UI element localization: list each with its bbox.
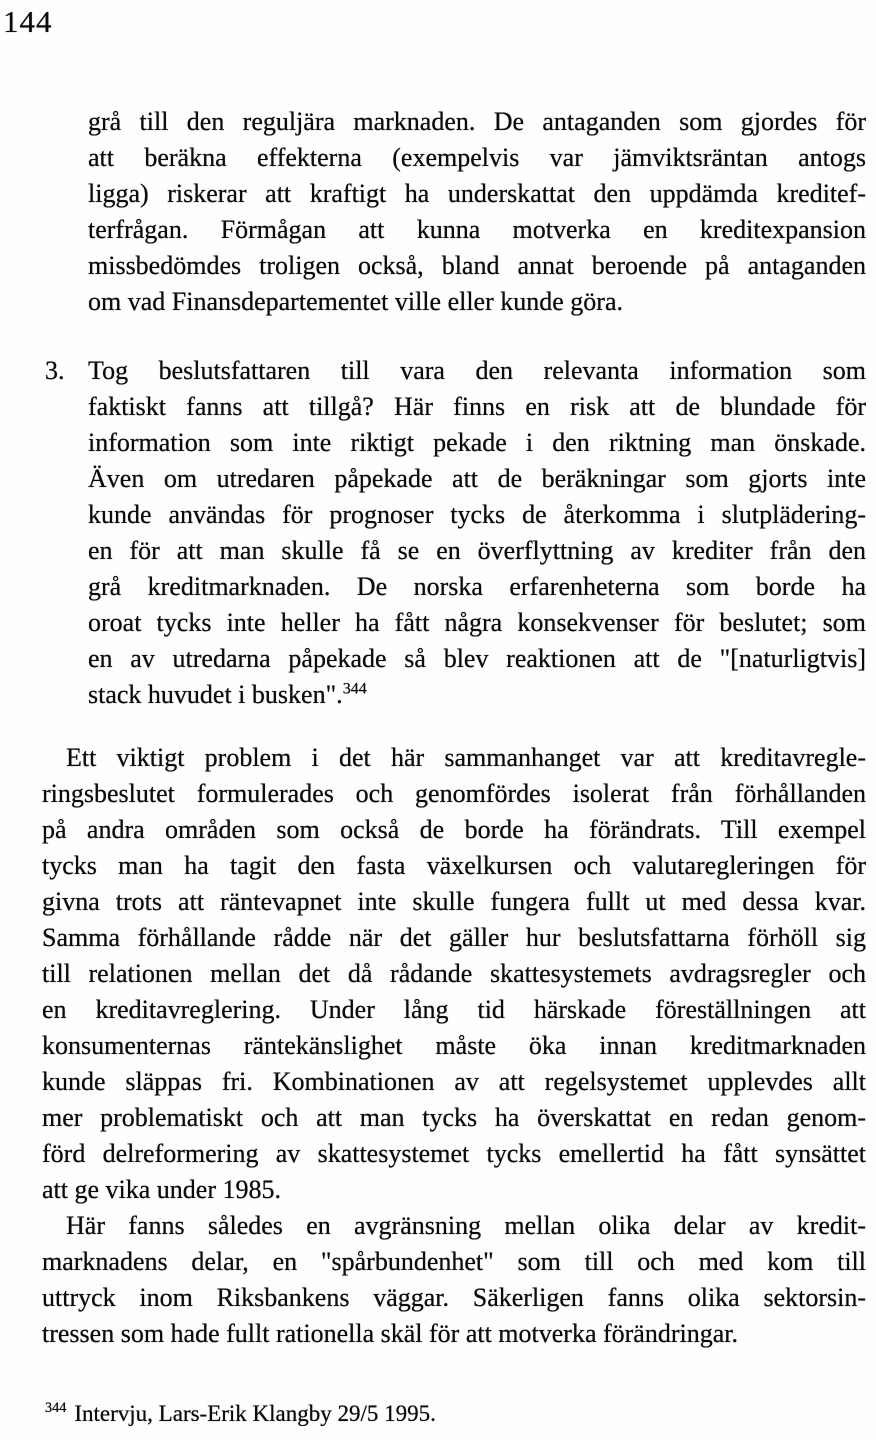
text-line: mer problematiskt och att man tycks ha överskattat en redan genom- xyxy=(42,1103,866,1132)
text-line: en kreditavreglering. Under lång tid härskade föreställningen att xyxy=(42,995,866,1024)
indented-paragraph xyxy=(42,740,866,1208)
footnote-marker: 344 xyxy=(45,1400,67,1417)
list-item-number: 3. xyxy=(45,356,65,385)
text-line: terfrågan. Förmågan att kunna motverka en kreditexpansion xyxy=(88,215,866,244)
text-line: stack huvudet i busken".$^{344}$ xyxy=(88,680,367,709)
text-line: till relationen mellan det då rådande skattesystemets avdragsregler och xyxy=(42,959,866,988)
text-line: kunde släppas fri. Kombinationen av att regelsystemet upplevdes allt xyxy=(42,1067,866,1096)
text-line: på andra områden som också de borde ha förändrats. Till exempel xyxy=(42,815,866,844)
text-line: Ett viktigt problem i det här sammanhanget var att kreditavregle- xyxy=(66,743,866,772)
text-line: Även om utredaren påpekade att de beräkningar som gjorts inte xyxy=(88,464,866,493)
text-line: en för att man skulle få se en överflyttning av krediter från den xyxy=(88,536,866,565)
indented-paragraph xyxy=(42,1208,866,1352)
text-line: att ge vika under 1985. xyxy=(42,1175,281,1204)
numbered-item xyxy=(42,353,866,713)
document-body xyxy=(42,0,866,1430)
text-line: om vad Finansdepartementet ville eller kunde göra. xyxy=(88,287,623,316)
text-line: information som inte riktigt pekade i den riktning man önskade. xyxy=(88,428,866,457)
text-line: en av utredarna påpekade så blev reaktionen att de "[naturligtvis] xyxy=(88,644,866,673)
text-line: givna trots att räntevapnet inte skulle fungera fullt ut med dessa kvar. xyxy=(42,887,866,916)
footnote-text: Intervju, Lars-Erik Klangby 29/5 1995. xyxy=(74,1401,436,1426)
text-line: Här fanns således en avgränsning mellan olika delar av kredit- xyxy=(66,1211,866,1240)
text-line: förd delreformering av skattesystemet tycks emellertid ha fått synsättet xyxy=(42,1139,866,1168)
text-line: Tog beslutsfattaren till vara den relevanta information som xyxy=(88,356,866,385)
text-line: konsumenternas räntekänslighet måste öka innan kreditmarknaden xyxy=(42,1031,866,1060)
list-item-body xyxy=(88,353,866,713)
text-line: tressen som hade fullt rationella skäl för att motverka förändringar. xyxy=(42,1319,738,1348)
text-line: grå kreditmarknaden. De norska erfarenheterna som borde ha xyxy=(88,572,866,601)
text-line: ligga) riskerar att kraftigt ha underskattat den uppdämda kreditef- xyxy=(88,179,866,208)
text-line: kunde användas för prognoser tycks de återkomma i slutplädering- xyxy=(88,500,866,529)
text-line: Samma förhållande rådde när det gäller hur beslutsfattarna förhöll sig xyxy=(42,923,866,952)
text-line: oroat tycks inte heller ha fått några konsekvenser för beslutet; som xyxy=(88,608,866,637)
footnote-reference: 344 xyxy=(342,680,367,698)
text-line: ringsbeslutet formulerades och genomfördes isolerat från förhållanden xyxy=(42,779,866,808)
page-number: 144 xyxy=(3,4,53,39)
text-line: marknadens delar, en "spårbundenhet" som till och med kom till xyxy=(42,1247,866,1276)
text-line: uttryck inom Riksbankens väggar. Säkerligen fanns olika sektorsin- xyxy=(42,1283,866,1312)
text-line: grå till den reguljära marknaden. De antaganden som gjordes för xyxy=(88,107,866,136)
text-line: missbedömdes troligen också, bland annat beroende på antaganden xyxy=(88,251,866,280)
continuation-paragraph xyxy=(88,104,866,320)
footnote xyxy=(42,1398,866,1430)
text-line: faktiskt fanns att tillgå? Här finns en risk att de blundade för xyxy=(88,392,866,421)
text-line: att beräkna effekterna (exempelvis var jämviktsräntan antogs xyxy=(88,143,866,172)
text-line: tycks man ha tagit den fasta växelkursen och valutaregleringen för xyxy=(42,851,866,880)
